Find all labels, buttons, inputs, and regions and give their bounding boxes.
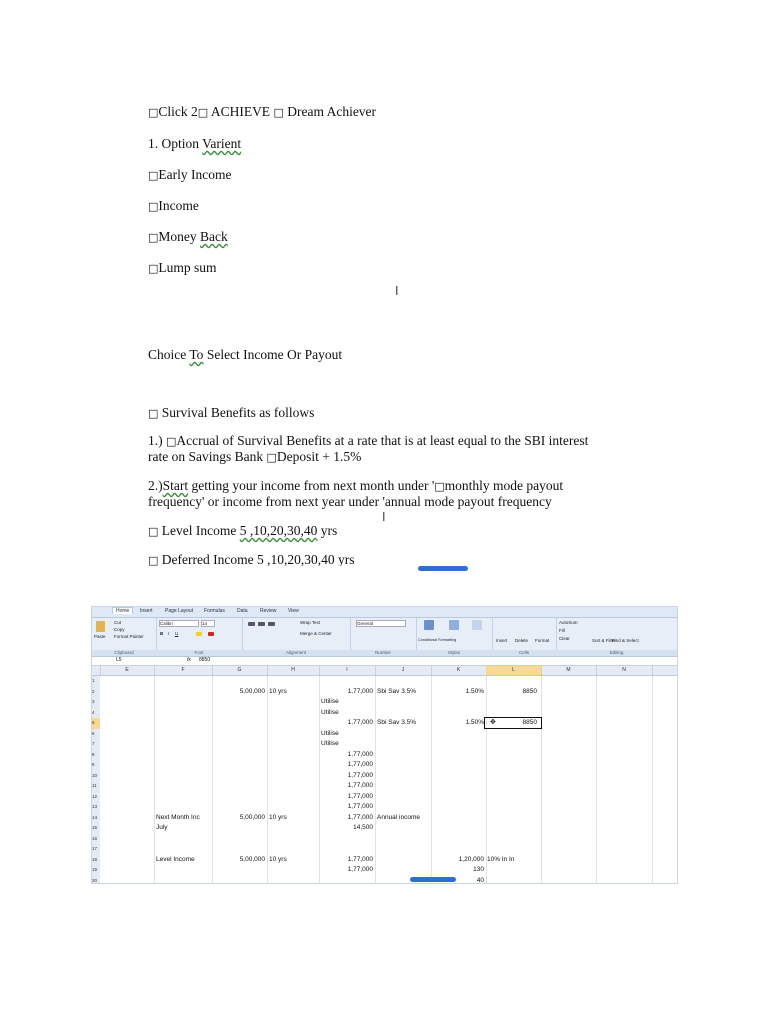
col-header-j[interactable]: J (375, 666, 432, 675)
align-bottom-icon[interactable] (268, 622, 275, 626)
clipboard-label: Clipboard (92, 650, 156, 656)
cell-i16[interactable]: 14,500 (353, 824, 373, 831)
cell-l19[interactable]: 10% In In (487, 855, 515, 863)
col-header-m[interactable]: M (541, 666, 597, 675)
align-middle-icon[interactable] (258, 622, 265, 626)
cells-group (492, 618, 557, 656)
format-painter-button[interactable]: Format Painter (114, 634, 144, 639)
option-heading: 1. Option Varient (148, 136, 242, 151)
cell-j15[interactable]: Annual income (377, 813, 420, 821)
fx-icon[interactable]: fx (187, 657, 191, 663)
row-header[interactable]: 5 (92, 718, 100, 729)
row-header[interactable]: 8 (92, 750, 100, 761)
row-header[interactable]: 6 (92, 729, 100, 740)
fill-button[interactable]: Fill (559, 628, 565, 633)
font-label: Font (156, 650, 242, 656)
point1-line1: 1.) □Accrual of Survival Benefits at a rate that is at least equal to the SBI interest (148, 433, 589, 448)
cell-k5[interactable]: 1.50% (465, 719, 484, 726)
row-header[interactable]: 12 (92, 792, 100, 803)
col-header-f[interactable]: F (154, 666, 213, 675)
editing-group (556, 618, 677, 656)
option-income: □Income (148, 198, 199, 213)
number-label: Number (350, 650, 416, 656)
row-header[interactable]: 15 (92, 823, 100, 834)
cell-i13[interactable]: 1,77,000 (347, 803, 373, 810)
cell-k2[interactable]: 1.50% (465, 687, 484, 695)
option-lump-sum: □Lump sum (148, 260, 217, 275)
scroll-indicator[interactable] (410, 877, 456, 882)
cell-i2[interactable]: 1,77,000 (347, 687, 373, 695)
cell-i12[interactable]: 1,77,000 (347, 792, 373, 800)
tab-home[interactable]: Home (112, 607, 133, 614)
option-money-back: □Money Back (148, 229, 228, 244)
spreadsheet-grid[interactable] (92, 676, 677, 883)
point2-line1: 2.)Start getting your income from next month under '□monthly mode payout (148, 478, 564, 493)
row-header[interactable]: 2 (92, 687, 100, 698)
col-header-g[interactable]: G (212, 666, 268, 675)
fill-color-icon[interactable] (196, 632, 202, 636)
copy-button[interactable]: Copy (114, 627, 125, 632)
cell-i15[interactable]: 1,77,000 (347, 813, 373, 821)
cell-j5[interactable]: Sbi Sav 3.5% (377, 719, 417, 726)
cell-i3[interactable]: Utilise (321, 698, 339, 705)
scroll-indicator[interactable] (418, 566, 468, 571)
autosum-button[interactable]: AutoSum (559, 620, 578, 625)
format-button[interactable]: Format (535, 638, 550, 643)
merge-center-button[interactable]: Merge & Center (300, 631, 332, 636)
row-header[interactable]: 18 (92, 855, 100, 866)
col-header-n[interactable]: N (596, 666, 653, 675)
tab-page-layout[interactable]: Page Layout (165, 608, 194, 614)
cell-i7[interactable]: Utilise (321, 740, 339, 747)
col-header-k[interactable]: K (431, 666, 487, 675)
row-header[interactable]: 19 (92, 865, 100, 876)
ribbon (92, 618, 677, 657)
tab-formulas[interactable]: Formulas (204, 608, 225, 614)
cell-i8[interactable]: 1,77,000 (347, 750, 373, 758)
col-header-h[interactable]: H (267, 666, 320, 675)
heading-dream-achiever: □Click 2□ ACHIEVE □ Dream Achiever (148, 104, 377, 119)
cell-h19[interactable]: 10 yrs (269, 855, 287, 863)
cell-k19[interactable]: 1,20,000 (458, 855, 484, 863)
tab-data[interactable]: Data (237, 608, 248, 614)
insert-button[interactable]: Insert (496, 638, 508, 643)
font-group (156, 618, 243, 656)
point2-line2: frequency' or income from next year under 'annual mode payout frequency (148, 494, 552, 509)
tab-review[interactable]: Review (260, 608, 277, 614)
col-header-e[interactable]: E (100, 666, 155, 675)
cell-f15[interactable]: Next Month Inc (156, 813, 200, 821)
italic-button[interactable]: I (168, 631, 170, 636)
cell-i6[interactable]: Utilise (321, 729, 339, 737)
cut-button[interactable]: Cut (114, 620, 122, 625)
underline-button[interactable]: U (175, 631, 179, 636)
cell-i10[interactable]: 1,77,000 (347, 771, 373, 779)
cell-f19[interactable]: Level Income (156, 855, 195, 863)
ribbon-tabs (92, 607, 677, 618)
alignment-group (242, 618, 351, 656)
row-header[interactable]: 16 (92, 834, 100, 845)
row-header[interactable]: 14 (92, 813, 100, 824)
column-headers (92, 666, 677, 676)
sort-filter-button[interactable]: Sort & Filter (592, 638, 616, 643)
cell-k21[interactable]: 40 (476, 876, 484, 884)
cell-j2[interactable]: Sbi Sav 3.5% (377, 687, 417, 695)
row-header[interactable]: 7 (92, 739, 100, 750)
choice-line: Choice To Select Income Or Payout (148, 347, 343, 362)
row-header[interactable]: 13 (92, 802, 100, 813)
row-header[interactable]: 10 (92, 771, 100, 782)
alignment-label: Alignment (242, 650, 350, 656)
row-header[interactable]: 1 (92, 676, 100, 687)
row-header[interactable]: 3 (92, 697, 100, 708)
cell-k20[interactable]: 130 (473, 866, 484, 873)
font-size-select[interactable]: 14 (201, 620, 215, 627)
name-box[interactable]: L5 (116, 657, 122, 663)
survival-benefits-line: □ Survival Benefits as follows (148, 405, 315, 420)
paste-button[interactable]: Paste (94, 634, 106, 639)
styles-label: Styles (416, 650, 492, 656)
deferred-income-line: □ Deferred Income 5 ,10,20,30,40 yrs (148, 552, 355, 566)
wrap-text-button[interactable]: Wrap Text (300, 620, 321, 625)
paste-icon[interactable] (96, 621, 105, 632)
point1-line2: rate on Savings Bank □Deposit + 1.5% (148, 449, 362, 464)
cell-f16[interactable]: July (156, 824, 168, 831)
cell-i5[interactable]: 1,77,000 (347, 719, 373, 726)
row-header[interactable]: 17 (92, 844, 100, 855)
cell-i20[interactable]: 1,77,000 (347, 866, 373, 873)
bold-button[interactable]: B (160, 631, 164, 636)
tab-insert[interactable]: Insert (140, 608, 153, 614)
cells-label: Cells (492, 650, 556, 656)
format-table-icon[interactable] (449, 620, 459, 630)
conditional-formatting-icon[interactable] (424, 620, 434, 630)
cell-i19[interactable]: 1,77,000 (347, 855, 373, 863)
cell-i9[interactable]: 1,77,000 (347, 761, 373, 768)
row-header[interactable]: 4 (92, 708, 100, 719)
cell-g15[interactable]: 5,00,000 (239, 813, 265, 821)
cell-i4[interactable]: Utilise (321, 708, 339, 716)
excel-screenshot (91, 606, 678, 884)
cell-h2[interactable]: 10 yrs (269, 687, 287, 695)
font-color-icon[interactable] (208, 632, 214, 636)
cell-h15[interactable]: 10 yrs (269, 813, 287, 821)
level-income-line: □ Level Income 5 ,10,20,30,40 yrs (148, 523, 338, 538)
col-header-i[interactable]: I (319, 666, 376, 675)
formula-bar (92, 657, 677, 666)
move-cursor-icon: ✥ (490, 719, 496, 726)
editing-label: Editing (556, 650, 677, 656)
delete-button[interactable]: Delete (515, 638, 529, 643)
styles-group (416, 618, 493, 656)
cell-l2[interactable]: 8850 (522, 687, 537, 695)
col-header-l[interactable]: L (486, 666, 542, 675)
align-top-icon[interactable] (248, 622, 255, 626)
clear-button[interactable]: Clear (559, 636, 570, 641)
option-early-income: □Early Income (148, 167, 232, 182)
conditional-formatting-button[interactable]: Conditional Formatting (418, 638, 457, 642)
clipboard-group (92, 618, 157, 656)
cell-g2[interactable]: 5,00,000 (239, 687, 265, 695)
cell-g19[interactable]: 5,00,000 (239, 855, 265, 863)
text-cursor-icon: I (395, 284, 399, 298)
number-group (350, 618, 417, 656)
cell-styles-icon[interactable] (472, 620, 482, 630)
tab-view[interactable]: View (288, 608, 299, 614)
font-name-select[interactable]: Calibri (159, 620, 199, 627)
cell-i11[interactable]: 1,77,000 (347, 782, 373, 789)
text-cursor-icon: I (382, 510, 386, 524)
row-header[interactable]: 20 (92, 876, 100, 885)
row-header[interactable]: 9 (92, 760, 100, 771)
number-format-select[interactable]: General (356, 620, 406, 627)
formula-value[interactable]: 8850 (199, 657, 211, 663)
cell-l5[interactable]: 8850 (522, 719, 537, 726)
row-header[interactable]: 11 (92, 781, 100, 792)
find-select-button[interactable]: Find & Select (612, 638, 639, 643)
